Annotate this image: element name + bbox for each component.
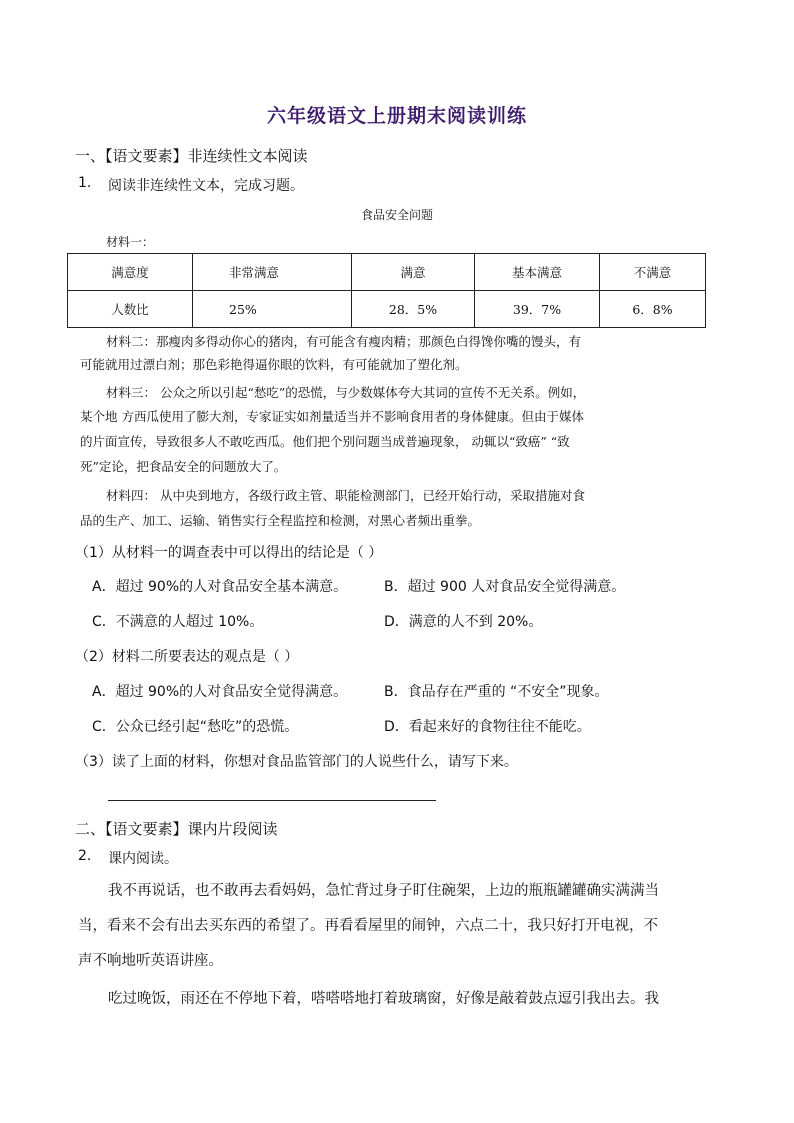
table-row	[68, 254, 706, 291]
option-d: D．看起来好的食物往往不能吃。	[384, 719, 591, 735]
material-3-line: 的片面宣传，导致很多人不敢吃西瓜。他们把个别问题当成普遍现象， 动辄以“致癌” “致	[80, 434, 570, 449]
section-1-heading: 一、【语文要素】非连续性文本阅读	[75, 147, 308, 165]
page-title: 六年级语文上册期末阅读训练	[266, 105, 527, 127]
reading-paragraph-line: 当，看来不会有出去买东西的希望了。再看看屋里的闹钟，六点二十，我只好打开电视，不	[78, 918, 658, 934]
survey-table	[67, 253, 706, 328]
question-2-number: 2.	[78, 848, 92, 864]
material-3-line: 材料三： 公众之所以引起“愁吃”的恐慌，与少数媒体夸大其词的宣传不无关系。例如，	[106, 385, 586, 400]
table-header-cell: 满意	[352, 254, 475, 291]
material-2-line: 材料二：那瘦肉多得动你心的猪肉，有可能含有瘦肉精；那颜色白得馋你嘴的馒头，有	[106, 334, 582, 349]
table-cell: 39．7%	[475, 291, 600, 328]
table-header-cell: 不满意	[600, 254, 706, 291]
table-cell: 6．8%	[600, 291, 706, 328]
sub-question-3-prompt: （3）读了上面的材料，你想对食品监管部门的人说些什么，请写下来。	[75, 754, 518, 770]
option-d: D．满意的人不到 20%。	[384, 614, 543, 630]
table-cell: 人数比	[68, 291, 193, 328]
material-2-line: 可能就用过漂白剂；那色彩艳得逼你眼的饮料，有可能就加了塑化剂。	[80, 357, 468, 372]
option-a: A．超过 90%的人对食品安全觉得满意。	[92, 684, 348, 700]
table-header-cell: 非常满意	[193, 254, 352, 291]
sub-question-1-prompt: （1）从材料一的调查表中可以得出的结论是（ ）	[75, 545, 383, 561]
material-caption: 食品安全问题	[360, 208, 433, 222]
table-row	[68, 291, 706, 328]
table-header-cell: 基本满意	[475, 254, 600, 291]
option-b: B．超过 900 人对食品安全觉得满意。	[384, 579, 626, 595]
material-4-line: 材料四： 从中央到地方，各级行政主管、职能检测部门，已经开始行动，采取措施对食	[106, 488, 585, 503]
table-cell: 28．5%	[352, 291, 475, 328]
material-1-label: 材料一：	[106, 235, 155, 249]
question-1-number: 1.	[78, 175, 92, 191]
option-c: C．公众已经引起“愁吃”的恐慌。	[92, 719, 299, 735]
reading-paragraph-line: 吃过晚饭，雨还在不停地下着，嗒嗒嗒地打着玻璃窗，好像是敲着鼓点逗引我出去。我	[108, 991, 659, 1007]
option-c: C．不满意的人超过 10%。	[92, 614, 264, 630]
table-cell: 25%	[193, 291, 352, 328]
question-1-text: 阅读非连续性文本，完成习题。	[108, 178, 304, 194]
option-a: A．超过 90%的人对食品安全基本满意。	[92, 579, 348, 595]
section-2-heading: 二、【语文要素】课内片段阅读	[75, 820, 278, 838]
sub-question-2-prompt: （2）材料二所要表达的观点是（ ）	[75, 649, 299, 665]
answer-line[interactable]	[108, 800, 436, 801]
material-3-line: 死”定论，把食品安全的问题放大了。	[80, 459, 287, 474]
material-3-line: 某个地 方西瓜使用了膨大剂，专家证实如剂量适当并不影响食用者的身体健康。但由于媒体	[80, 409, 584, 424]
material-4-line: 品的生产、加工、运输、销售实行全程监控和检测，对黑心者频出重拳。	[80, 513, 481, 528]
reading-paragraph-line: 声不响地听英语讲座。	[78, 953, 223, 969]
option-b: B．食品存在严重的 “不安全”现象。	[384, 684, 609, 700]
reading-paragraph-line: 我不再说话，也不敢再去看妈妈，急忙背过身子盯住碗架，上边的瓶瓶罐罐确实满满当	[108, 883, 659, 899]
table-header-cell: 满意度	[68, 254, 193, 291]
question-2-text: 课内阅读。	[108, 851, 178, 867]
